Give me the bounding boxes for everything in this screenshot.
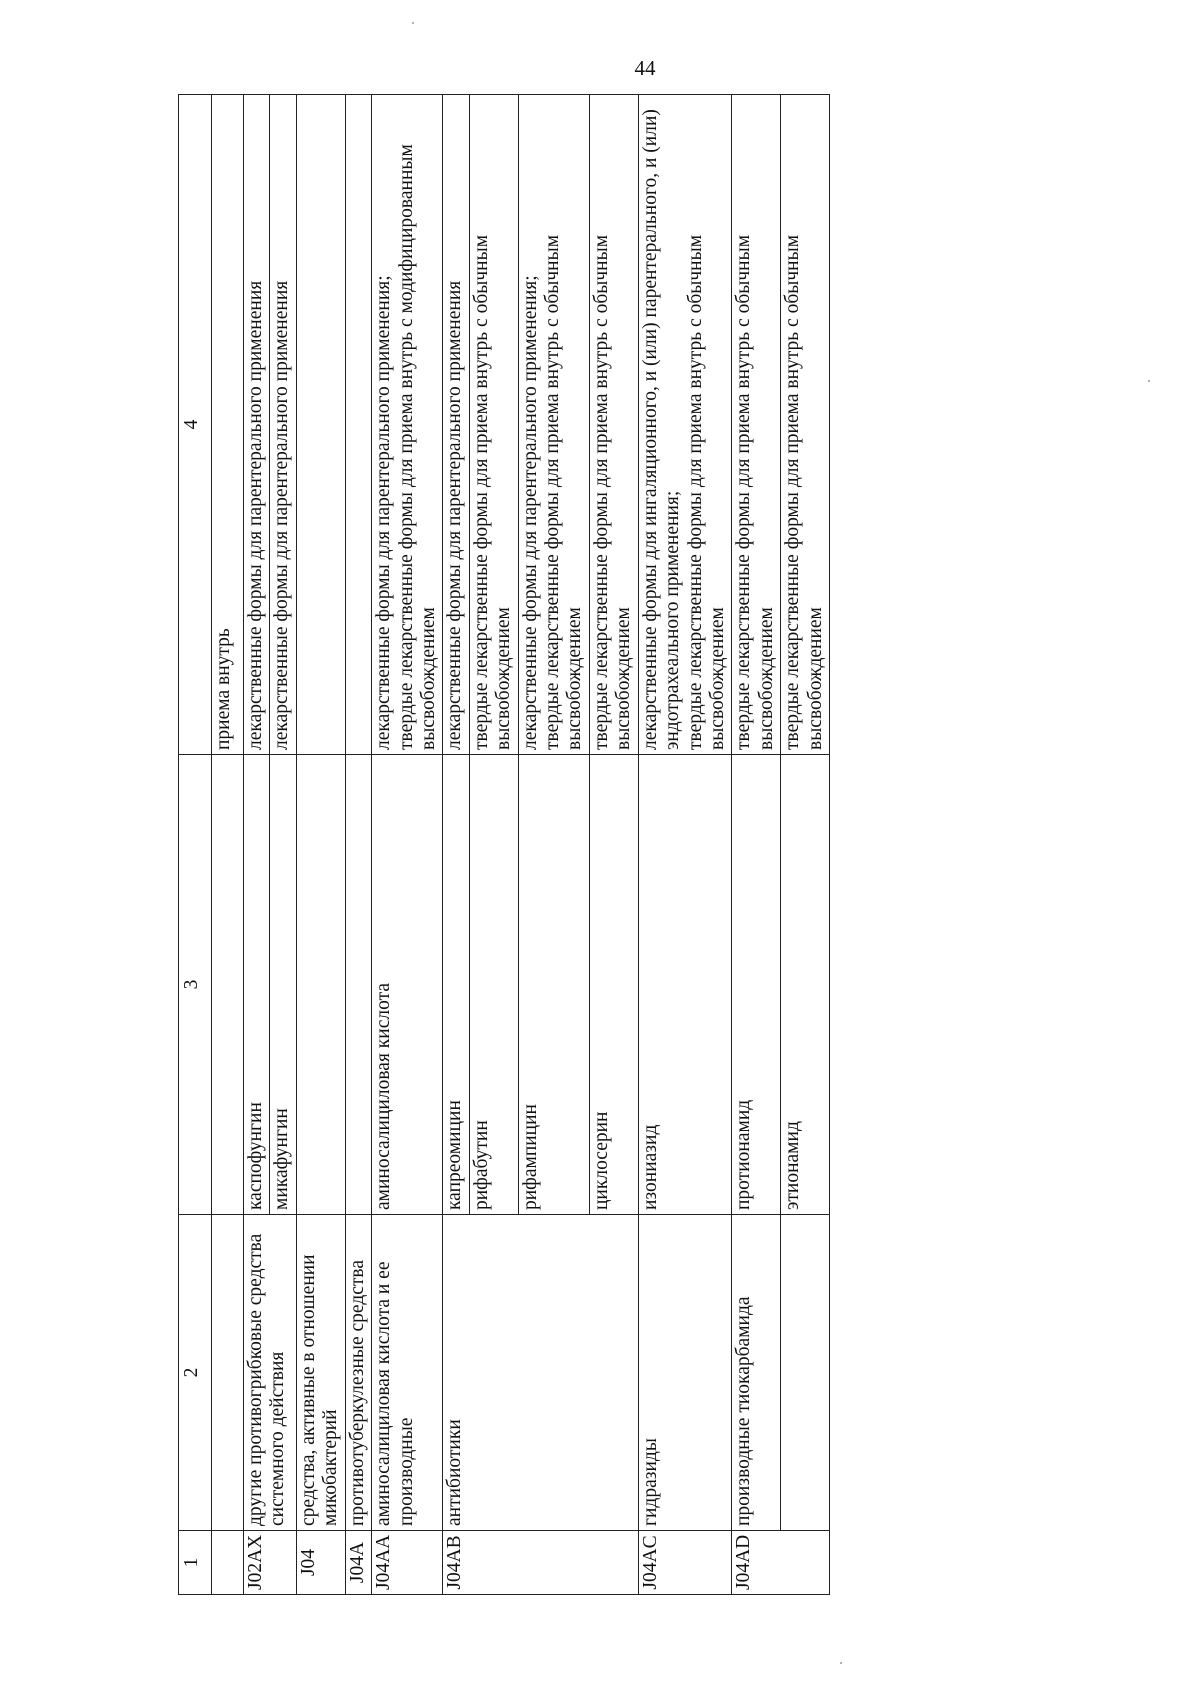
table-row (732, 95, 781, 1595)
forms-cell: лекарственные формы для парентерального применения (244, 95, 270, 755)
table-row (244, 95, 270, 1595)
drug-cell (212, 755, 244, 1215)
forms-cell (518, 95, 589, 755)
group-cell: средства, активные в отношении микобактерий (296, 1215, 345, 1531)
forms-cell: твердые лекарственные формы для приема внутрь с обычным высвобождением (469, 95, 518, 755)
code-cell: J04 (296, 1531, 345, 1595)
group-cell: производные тиокарбамида (732, 1215, 781, 1531)
drug-cell (296, 755, 345, 1215)
header-col-4: 4 (179, 95, 212, 755)
drug-cell: микафунгин (270, 755, 296, 1215)
forms-cell: твердые лекарственные формы для приема внутрь с обычным высвобождением (589, 95, 638, 755)
group-cell (781, 1215, 830, 1531)
scan-speck (840, 1662, 842, 1664)
code-cell: J04AD (732, 1531, 830, 1595)
group-cell (212, 1215, 244, 1531)
table-row (296, 95, 345, 1595)
forms-cell (372, 95, 443, 755)
forms-cell (638, 95, 732, 755)
drug-cell: капреомицин (443, 755, 469, 1215)
code-cell: J04A (345, 1531, 371, 1595)
form-line: лекарственные формы для парентерального применения; (373, 275, 395, 750)
table-header-row (179, 95, 212, 1595)
table-rotator (178, 95, 1102, 1595)
group-cell: аминосалициловая кислота и ее производные (372, 1215, 443, 1531)
drug-cell: протионамид (732, 755, 781, 1215)
form-line: твердые лекарственные формы для приема внутрь с обычным высвобождением (542, 234, 586, 750)
drug-cell: рифампицин (518, 755, 589, 1215)
forms-cell: твердые лекарственные формы для приема внутрь с обычным высвобождением (781, 95, 830, 755)
scan-speck (412, 22, 414, 24)
table-row (638, 95, 732, 1595)
table-row (212, 95, 244, 1595)
drug-cell: рифабутин (469, 755, 518, 1215)
code-cell: J02AX (244, 1531, 297, 1595)
group-cell: другие противогрибковые средства системного действия (244, 1215, 297, 1531)
header-col-1: 1 (179, 1531, 212, 1595)
scan-speck (1148, 380, 1150, 382)
form-line: твердые лекарственные формы для приема внутрь с обычным высвобождением (684, 234, 729, 750)
forms-cell: твердые лекарственные формы для приема внутрь с обычным высвобождением (732, 95, 781, 755)
drug-table (178, 94, 830, 1595)
forms-cell (345, 95, 371, 755)
drug-cell (345, 755, 371, 1215)
header-col-3: 3 (179, 755, 212, 1215)
drug-cell: аминосалициловая кислота (372, 755, 443, 1215)
code-cell: J04AA (372, 1531, 443, 1595)
form-line: лекарственные формы для ингаляционного, и (или) парентерального, и (или) эндотрахеального применения; (639, 109, 684, 750)
forms-cell (296, 95, 345, 755)
group-cell: противотуберкулезные средства (345, 1215, 371, 1531)
code-cell: J04AC (638, 1531, 732, 1595)
group-cell: гидразиды (638, 1215, 732, 1531)
page-number: 44 (634, 56, 656, 80)
rotated-table-area (178, 95, 1102, 1595)
drug-cell: каспофунгин (244, 755, 270, 1215)
header-col-2: 2 (179, 1215, 212, 1531)
forms-cell: лекарственные формы для парентерального применения (270, 95, 296, 755)
drug-cell: циклосерин (589, 755, 638, 1215)
drug-cell: изониазид (638, 755, 732, 1215)
form-line: лекарственные формы для парентерального применения; (519, 275, 541, 750)
table-row (781, 95, 830, 1595)
code-cell (212, 1531, 244, 1595)
drug-table-body (179, 95, 830, 1595)
table-row (443, 95, 469, 1595)
group-cell: антибиотики (443, 1215, 638, 1531)
drug-cell: этионамид (781, 755, 830, 1215)
form-line: твердые лекарственные формы для приема внутрь с модифицированным высвобождением (395, 144, 439, 750)
code-cell: J04AB (443, 1531, 638, 1595)
forms-cell: лекарственные формы для парентерального применения (443, 95, 469, 755)
table-row (372, 95, 443, 1595)
table-row (345, 95, 371, 1595)
forms-cell: приема внутрь (212, 95, 244, 755)
